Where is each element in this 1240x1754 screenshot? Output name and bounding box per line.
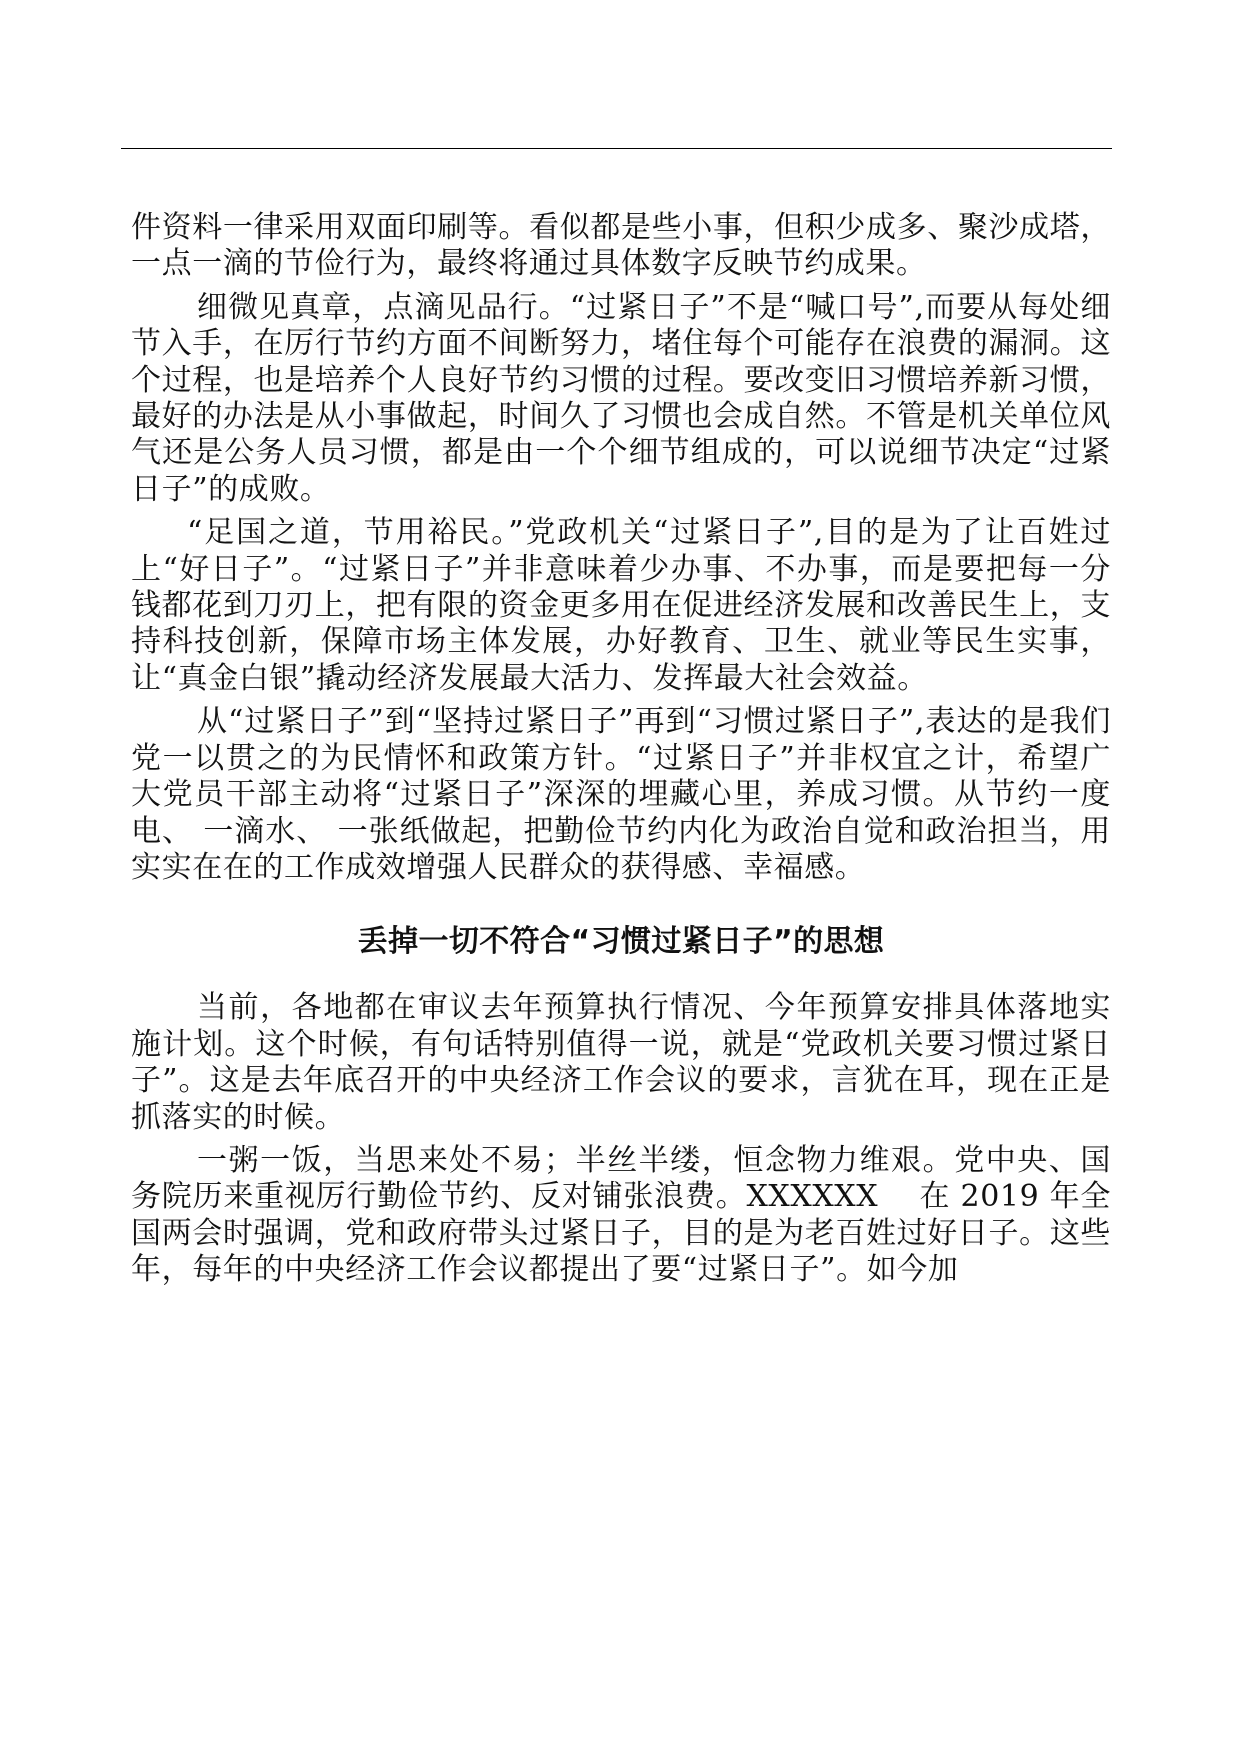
section-heading: 丢掉一切不符合“习惯过紧日子”的思想	[357, 924, 885, 960]
paragraph-continuation: 件资料一律采用双面印刷等。看似都是些小事，但积少成多、聚沙成塔， 一点一滴的节俭行为，最终将通过具体数字反映节约成果。	[131, 210, 1111, 282]
paragraph-details: 细微见真章，点滴见品行。“过紧日子”不是“喊口号”,而要从每处细节入手，在厉行节约方面不间断努力，堵住每个可能存在浪费的漏洞。这个过程，也是培养个人良好节约习惯的过程。要改变旧习惯培养新习惯，最好的办法是从小事做起，时间久了习惯也会成自然。不管是机关单位风气还是公务人员习惯，都是由一个个细节组成的，可以说细节决定“过紧日子”的成败。	[131, 289, 1111, 507]
document-body	[131, 210, 1111, 1296]
header-rule	[121, 148, 1112, 149]
paragraph-habit: 从“过紧日子”到“坚持过紧日子”再到“习惯过紧日子”,表达的是我们党一以贯之的为民情怀和政策方针。“过紧日子”并非权宜之计，希望广大党员干部主动将“过紧日子”深深的埋藏心里，养成习惯。从节约一度电、 一滴水、 一张纸做起，把勤俭节约内化为政治自觉和政治担当，用实实在在的工作成效增强人民群众的获得感、幸福感。	[131, 704, 1111, 885]
paragraph-current: 当前，各地都在审议去年预算执行情况、今年预算安排具体落地实施计划。这个时候，有句话特别值得一说，就是“党政机关要习惯过紧日子”。这是去年底召开的中央经济工作会议的要求，言犹在耳，现在正是抓落实的时候。	[131, 990, 1111, 1135]
paragraph-purpose: “足国之道，节用裕民。”党政机关“过紧日子”,目的是为了让百姓过上“好日子”。“过紧日子”并非意味着少办事、不办事，而是要把每一分钱都花到刀刃上，把有限的资金更多用在促进经济发展和改善民生上，支持科技创新，保障市场主体发展，办好教育、卫生、就业等民生实事，让“真金白银”撬动经济发展最大活力、发挥最大社会效益。	[131, 515, 1111, 696]
paragraph-thrift: 一粥一饭，当思来处不易；半丝半缕，恒念物力维艰。党中央、国务院历来重视厉行勤俭节约、反对铺张浪费。XXXXXX 在 2019 年全国两会时强调，党和政府带头过紧日子，目的是为老百姓过好日子。这些年，每年的中央经济工作会议都提出了要“过紧日子”。如今加	[131, 1142, 1111, 1288]
